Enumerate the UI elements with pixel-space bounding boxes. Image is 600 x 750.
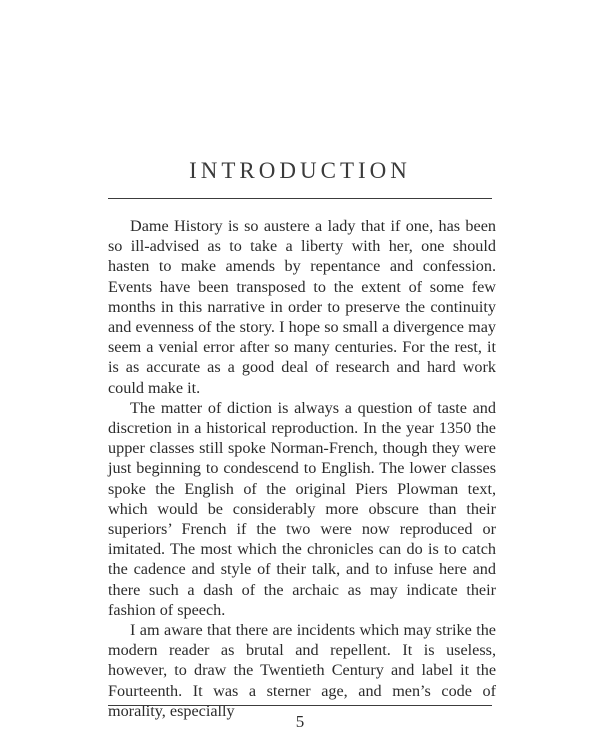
paragraph: Dame History is so austere a lady that if one, has been so ill-advised as to take a liberty with her, one should hasten to make amends by repentance and confession. Events have been transposed to the extent of some few months in this narrative in order to preserve the continuity and evenness of the story. I hope so small a divergence may seem a venial error after so many centuries. For the rest, it is as accurate as a good deal of research and hard work could make it. [108,217,496,397]
chapter-title: INTRODUCTION [189,158,411,183]
footer-rule [108,705,492,706]
paragraph: I am aware that there are incidents which may strike the modern reader as brutal and repellent. It is useless, however, to draw the Twentieth Century and label it the Fourteenth. It was a sterner age, and men’s code of morality, especially [108,621,496,720]
page-number: 5 [295,712,305,731]
paragraph: The matter of diction is always a question of taste and discretion in a historical reproduction. In the year 1350 the upper classes still spoke Norman-French, though they were just beginning to condescend to English. The lower classes spoke the English of the original Piers Plowman text, which would be considerably more obscure than their superiors’ French if the two were now reproduced or imitated. The most which the chronicles can do is to catch the cadence and style of their talk, and to infuse here and there such a dash of the archaic as may indicate their fashion of speech. [108,398,496,619]
title-rule [108,198,492,199]
body-text [108,216,496,721]
